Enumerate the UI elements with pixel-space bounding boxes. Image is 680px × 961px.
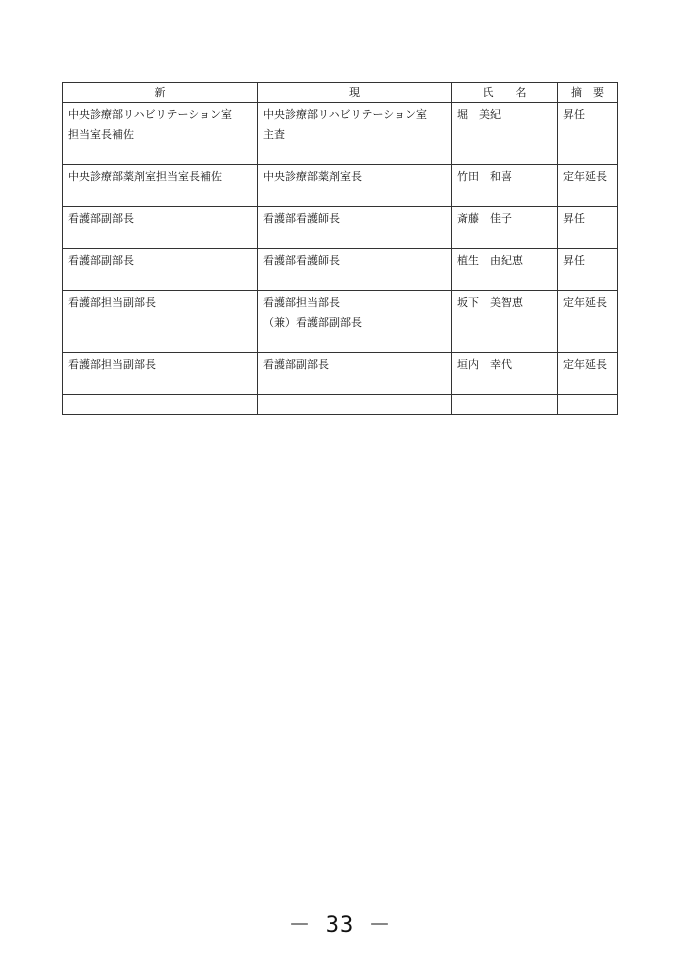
cell-text-line: 主査 <box>263 128 285 141</box>
cell-text-line: 植生 由紀恵 <box>457 254 523 267</box>
cell-text-line: 中央診療部薬剤室担当室長補佐 <box>68 170 222 183</box>
cell-text-line: （兼）看護部副部長 <box>263 316 362 329</box>
cell-text-line: 定年延長 <box>563 296 607 309</box>
cell-text-line: 坂下 美智恵 <box>457 296 523 309</box>
table-row <box>63 353 618 395</box>
cell-name <box>452 165 558 207</box>
header-current: 現 <box>258 83 452 103</box>
header-new: 新 <box>63 83 258 103</box>
cell-text-line: 担当室長補佐 <box>68 128 134 141</box>
cell-name <box>452 103 558 165</box>
cell-new-position <box>63 165 258 207</box>
table-row <box>63 165 618 207</box>
cell-current-position <box>258 207 452 249</box>
cell-remarks <box>558 291 618 353</box>
table-row <box>63 103 618 165</box>
empty-cell <box>452 395 558 415</box>
cell-text-line: 斎藤 佳子 <box>457 212 512 225</box>
cell-current-position <box>258 165 452 207</box>
cell-remarks <box>558 249 618 291</box>
table-row <box>63 249 618 291</box>
cell-text-line: 昇任 <box>563 212 585 225</box>
cell-text-line: 看護部看護師長 <box>263 254 340 267</box>
empty-cell <box>63 395 258 415</box>
cell-text-line: 看護部担当副部長 <box>68 296 156 309</box>
cell-text-line: 看護部担当副部長 <box>68 358 156 371</box>
cell-name <box>452 249 558 291</box>
cell-new-position <box>63 291 258 353</box>
cell-text-line: 昇任 <box>563 254 585 267</box>
cell-text-line: 中央診療部リハビリテーション室 <box>68 108 233 121</box>
cell-new-position <box>63 207 258 249</box>
cell-current-position <box>258 249 452 291</box>
empty-table-row <box>63 395 618 415</box>
empty-cell <box>258 395 452 415</box>
cell-new-position <box>63 103 258 165</box>
cell-name <box>452 291 558 353</box>
cell-new-position <box>63 353 258 395</box>
cell-text-line: 看護部看護師長 <box>263 212 340 225</box>
cell-remarks <box>558 207 618 249</box>
cell-text-line: 看護部副部長 <box>68 254 134 267</box>
table-row <box>63 207 618 249</box>
page-number: － 33 － <box>288 913 392 938</box>
cell-remarks <box>558 103 618 165</box>
cell-text-line: 中央診療部薬剤室長 <box>263 170 362 183</box>
cell-text-line: 昇任 <box>563 108 585 121</box>
cell-name <box>452 207 558 249</box>
table-row <box>63 291 618 353</box>
cell-text-line: 看護部副部長 <box>263 358 329 371</box>
cell-current-position <box>258 291 452 353</box>
cell-text-line: 看護部担当部長 <box>263 296 340 309</box>
cell-current-position <box>258 103 452 165</box>
table-header-row <box>63 83 618 103</box>
cell-text-line: 垣内 幸代 <box>457 358 512 371</box>
cell-text-line: 中央診療部リハビリテーション室 <box>263 108 428 121</box>
empty-cell <box>558 395 618 415</box>
header-name: 氏 名 <box>452 83 558 103</box>
cell-current-position <box>258 353 452 395</box>
cell-text-line: 定年延長 <box>563 358 607 371</box>
personnel-table <box>62 82 618 415</box>
cell-text-line: 竹田 和喜 <box>457 170 512 183</box>
cell-remarks <box>558 165 618 207</box>
header-remarks: 摘 要 <box>558 83 618 103</box>
cell-remarks <box>558 353 618 395</box>
cell-text-line: 定年延長 <box>563 170 607 183</box>
cell-name <box>452 353 558 395</box>
cell-text-line: 看護部副部長 <box>68 212 134 225</box>
cell-new-position <box>63 249 258 291</box>
cell-text-line: 堀 美紀 <box>457 108 501 121</box>
